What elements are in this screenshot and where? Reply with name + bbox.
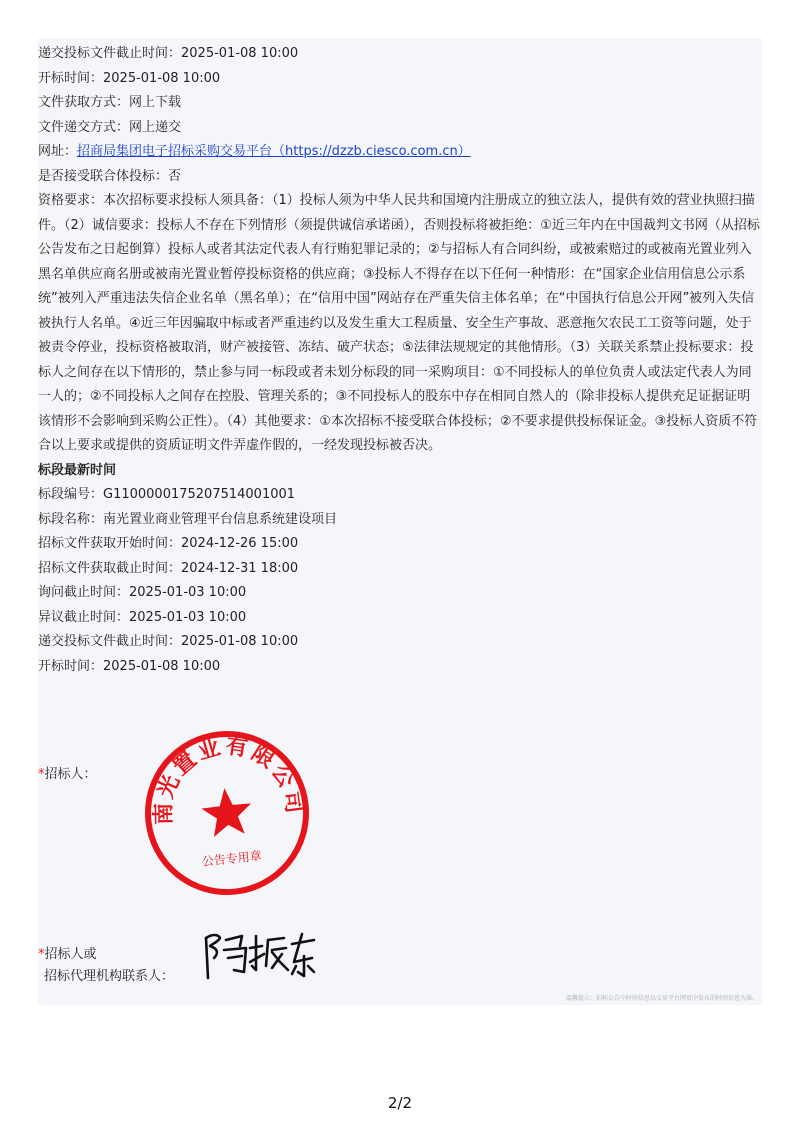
platform-link[interactable]: 招商局集团电子招标采购交易平台（https://dzzb.ciesco.com.cn） [77, 144, 471, 159]
document-submit-method: 文件递交方式：网上递交 [38, 119, 182, 135]
contact-label-2: 招标代理机构联系人： [44, 969, 175, 984]
notice-content-panel [38, 38, 762, 1005]
section-heading: 标段最新时间 [38, 462, 117, 478]
contact-required-mark: * [38, 947, 45, 962]
obtain-end-time: 招标文件获取截止时间：2024-12-31 18:00 [38, 560, 299, 576]
bid-opening-time: 开标时间：2025-01-08 10:00 [38, 70, 221, 86]
document-obtain-method: 文件获取方式：网上下载 [38, 95, 182, 110]
consortium-line: 是否接受联合体投标：否 [38, 168, 182, 184]
required-mark: * [38, 767, 45, 782]
seal-type: 公告专用章 [201, 848, 263, 869]
inquiry-deadline: 询问截止时间：2025-01-03 10:00 [38, 585, 247, 600]
tenderer-label: 招标人： [44, 767, 97, 782]
star-icon [200, 786, 255, 838]
section-submission-deadline: 递交投标文件截止时间：2025-01-08 10:00 [38, 634, 299, 649]
company-seal [144, 730, 310, 896]
contact-row [38, 944, 174, 988]
section-opening-time: 开标时间：2025-01-08 10:00 [38, 658, 221, 674]
footer-tip: 温馨提示：招标公告中时间信息以交易平台网页中发布的时间信息为准。 [565, 995, 758, 1002]
handwritten-signature [198, 926, 318, 986]
qualification-requirements: 资格要求：本次招标要求投标人须具备：（1）投标人须为中华人民共和国境内注册成立的独立法人，提供有效的营业执照扫描件。（2）诚信要求：投标人不存在下列情形（须提供诚信承诺函），否则投标将被拒绝：①近三年内在中国裁判文书网（从招标公告发布之日起倒算）投标人或者其法定代表人有行贿犯罪记录的；②与招标人有合同纠纷，或被索赔过的或被南光置业列入黑名单供应商名册或被南光置业暂停投标资格的供应商；③投标人不得存在以下任何一种情形：在“国家企业信用信息公示系统”被列入严重违法失信企业名单（黑名单）；在“信用中国”网站存在严重失信主体名单；在“中国执行信息公开网”被列入失信被执行人名单。④近三年因骗取中标或者严重违约以及发生重大工程质量、安全生产事故、恶意拖欠农民工工资等问题，处于被责令停业，投标资格被取消，财产被接管、冻结、破产状态；⑤法律法规规定的其他情形。（3）关联关系禁止投标要求：投标人之间存在以下情形的，禁止参与同一标段或者未划分标段的同一采购项目：①不同投标人的单位负责人或法定代表人为同一人的；②不同投标人之间存在控股、管理关系的；③不同投标人的股东中存在相同自然人的（除非投标人提供充足证据证明该情形不会影响到采购公正性）。（4）其他要求：①本次招标不接受联合体投标；②不要求提供投标保证金。③投标人资质不符合以上要求或提供的资质证明文件弄虚作假的，一经发现投标被否决。 [38, 193, 760, 453]
tenderer-row [38, 764, 97, 786]
page-number: 2/2 [387, 1094, 413, 1112]
section-number: 标段编号：G1100000175207514001001 [38, 487, 296, 502]
website-label: 网址： [38, 144, 78, 159]
obtain-start-time: 招标文件获取开始时间：2024-12-26 15:00 [38, 536, 299, 551]
section-name: 标段名称：南光置业商业管理平台信息系统建设项目 [38, 511, 338, 527]
website-line [38, 140, 762, 165]
objection-deadline: 异议截止时间：2025-01-03 10:00 [38, 609, 247, 625]
contact-label-1: 招标人或 [44, 947, 97, 962]
notice-text-block [38, 42, 762, 679]
bid-submission-deadline: 递交投标文件截止时间：2025-01-08 10:00 [38, 46, 299, 61]
seal-company-name: 南光置业有限公司 [151, 733, 307, 826]
